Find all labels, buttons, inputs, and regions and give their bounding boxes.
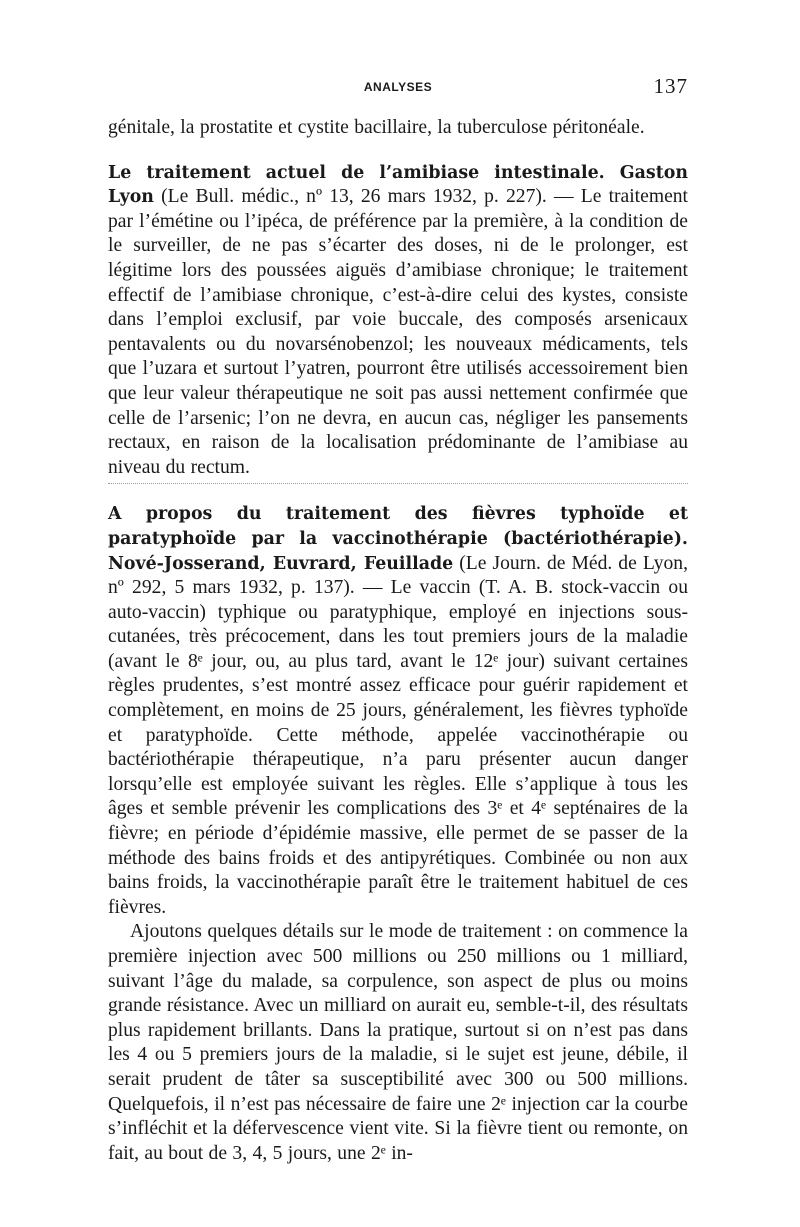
paragraph-treatment-details: Ajoutons quelques détails sur le mode de traitement : on commence la première injection avec 500 millions ou 250 millions ou 1 milliard, suivant l’âge du malade, sa corpulence, son aspect de plus ou moins grande résistance. Avec un milliard on aurait eu, semble-t-il, des résultats plus rapidement brillants. Dans la pratique, surtout si on n’est pas dans les 4 ou 5 premiers jours de la maladie, si le sujet est jeune, débile, il serait prudent de tâter sa susceptibilité avec 300 ou 500 millions. Quelquefois, il n’est pas nécessaire de faire une 2ᵉ injection car la courbe s’infléchit et la défervescence vient vite. Si la fièvre tient ou remonte, on fait, au bout de 3, 4, 5 jours, une 2ᵉ in-	[108, 921, 688, 1164]
section-divider	[108, 483, 688, 484]
running-header	[108, 72, 688, 102]
page-number: 137	[653, 74, 688, 98]
abstract-body: — Le traitement par l’émétine ou l’ipéca, de préférence par la première, à la condition de le surveiller, de ne pas s’écarter des doses, ni de le prolonger, est légitime lors des poussées aiguës d’amibiase chronique; le traitement effectif de l’amibiase chronique, c’est-à-dire celui des kystes, consiste dans l’emploi exclusif, par voie buccale, des composés arsenicaux pentavalents ou du novarsénobenzol; les nouveaux médicaments, tels que l’uzara et surtout l’yatren, pourront être utilisés accessoirement bien que leur valeur thérapeutique ne soit pas aussi nettement confirmée que celle de l’arsenic; l’on ne devra, en aucun cas, négliger les pansements rectaux, en raison de la localisation prédominante de l’amibiase au niveau du rectum.	[108, 186, 689, 478]
book-page	[108, 72, 688, 1166]
abstract-typhoide	[108, 502, 688, 920]
abstract-title: A propos du traitement des fièvres typhoïde et paratyphoïde par la vaccinothérapie (bactériothérapie). Nové-Josserand, Euvrard, Feuillade	[108, 504, 688, 574]
running-title: ANALYSES	[363, 80, 433, 94]
paragraph-continuation: génitale, la prostatite et cystite bacillaire, la tuberculose péritonéale.	[108, 117, 645, 138]
abstract-reference: (Le Journ. de Méd. de Lyon, nº 292, 5 mars 1932, p. 137).	[108, 552, 688, 599]
abstract-reference: (Le Bull. médic., nº 13, 26 mars 1932, p. 227).	[153, 186, 547, 208]
abstract-body: — Le vaccin (T. A. B. stock-vaccin ou auto-vaccin) typhique ou paratyphique, employé en injections sous-cutanées, très précocement, dans les tout premiers jours de la maladie (avant le 8ᵉ jour, ou, au plus tard, avant le 12ᵉ jour) suivant certaines règles prudentes, s’est montré assez efficace pour guérir rapidement et complètement, en moins de 25 jours, généralement, les fièvres typhoïde et paratyphoïde. Cette méthode, appelée vaccinothérapie ou bactériothérapie thérapeutique, n’a paru présenter aucun danger lorsqu’elle est employée suivant les règles. Elle s’applique à tous les âges et semble prévenir les complications des 3ᵉ et 4ᵉ septénaires de la fièvre; en période d’épidémie massive, elle permet de se passer de la méthode des bains froids et des antipyrétiques. Combinée ou non aux bains froids, la vaccinothérapie paraît être le traitement habituel de ces fièvres.	[108, 577, 689, 918]
abstract-title: Le traitement actuel de l’amibiase intestinale. Gaston Lyon	[108, 162, 688, 208]
abstract-amibiase	[108, 161, 688, 481]
